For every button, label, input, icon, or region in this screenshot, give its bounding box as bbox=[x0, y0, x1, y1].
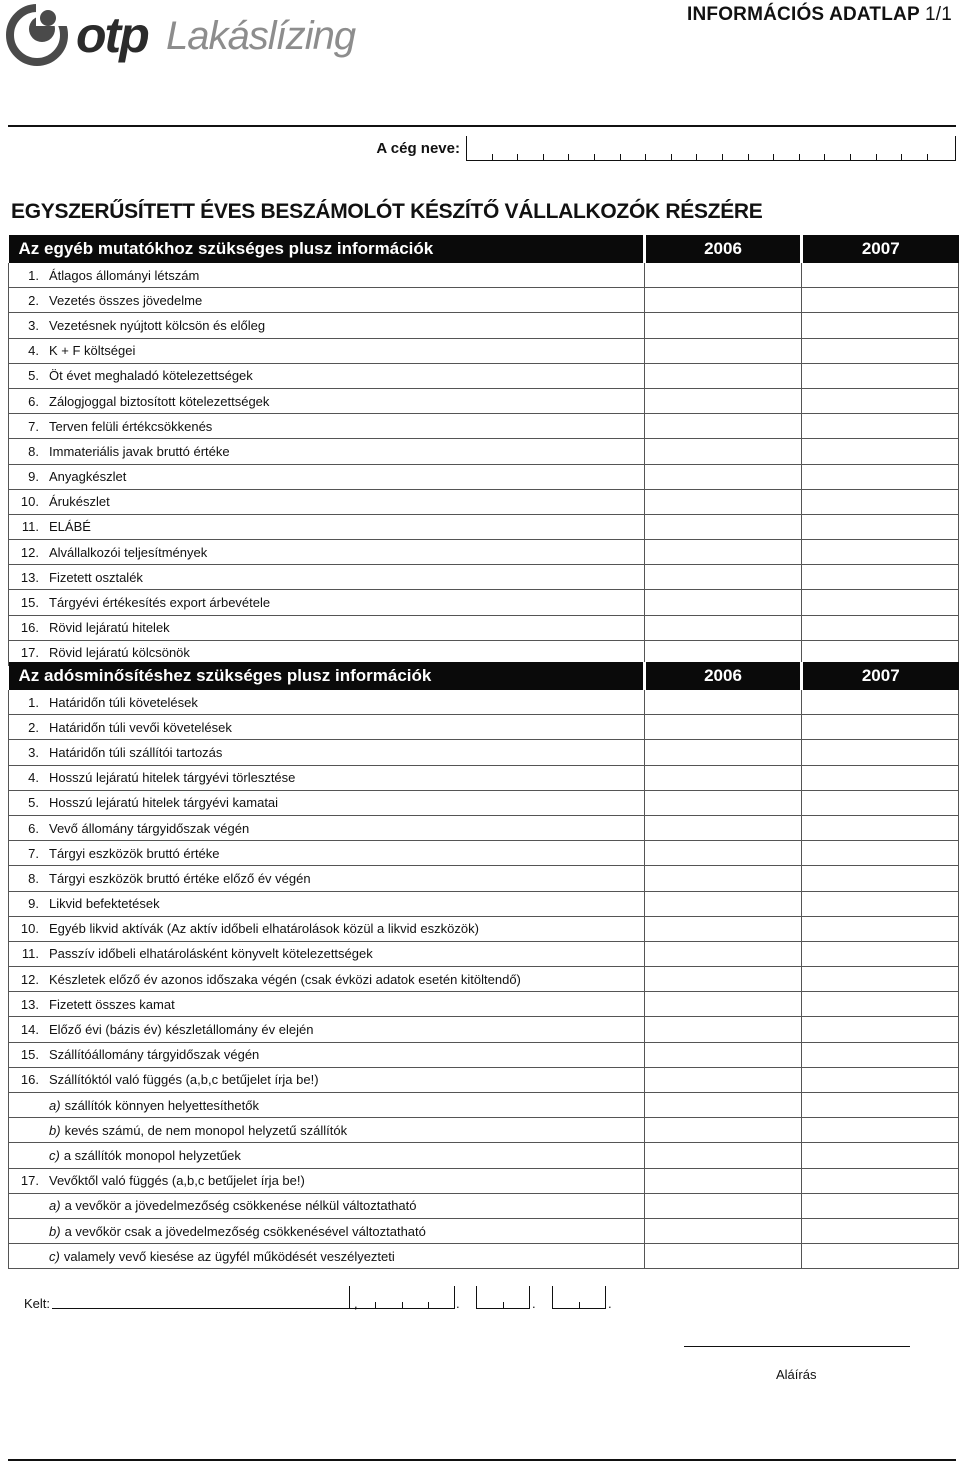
value-cell-2007[interactable] bbox=[802, 891, 959, 916]
row-sub-letter: b) bbox=[49, 1223, 61, 1239]
header-rule bbox=[8, 125, 956, 127]
signature-label: Aláírás bbox=[776, 1367, 817, 1382]
row-number: 5. bbox=[28, 368, 39, 384]
value-cell-2006[interactable] bbox=[645, 338, 802, 363]
row-label-cell bbox=[9, 288, 645, 313]
table-row bbox=[9, 464, 959, 489]
table-row bbox=[9, 916, 959, 941]
row-number: 16. bbox=[20, 620, 39, 636]
value-cell-2006[interactable] bbox=[645, 313, 802, 338]
row-label-cell bbox=[9, 313, 645, 338]
row-label-cell bbox=[9, 815, 645, 840]
row-label: Vevő állomány tárgyidőszak végén bbox=[49, 820, 250, 836]
table-row bbox=[9, 1017, 959, 1042]
document-title-text: INFORMÁCIÓS ADATLAP bbox=[687, 4, 920, 25]
value-cell-2007[interactable] bbox=[802, 765, 959, 790]
row-number: 4. bbox=[28, 770, 39, 786]
row-number: 10. bbox=[20, 921, 39, 937]
value-cell-2007[interactable] bbox=[802, 866, 959, 891]
row-label: Hosszú lejáratú hitelek tárgyévi törlesztése bbox=[49, 770, 296, 786]
value-cell-2007[interactable] bbox=[802, 1017, 959, 1042]
row-label: valamely vevő kiesése az ügyfél működését veszélyezteti bbox=[63, 1248, 395, 1264]
value-cell-2006[interactable] bbox=[645, 1168, 802, 1193]
row-number: 4. bbox=[28, 343, 39, 359]
value-cell-2007[interactable] bbox=[802, 540, 959, 565]
row-label-cell bbox=[9, 967, 645, 992]
value-cell-2007[interactable] bbox=[802, 464, 959, 489]
row-label-cell bbox=[9, 1093, 645, 1118]
value-cell-2006[interactable] bbox=[645, 439, 802, 464]
table-row bbox=[9, 263, 959, 288]
value-cell-2007[interactable] bbox=[802, 288, 959, 313]
row-label-cell bbox=[9, 388, 645, 413]
row-label-cell bbox=[9, 941, 645, 966]
value-cell-2006[interactable] bbox=[645, 790, 802, 815]
value-cell-2007[interactable] bbox=[802, 967, 959, 992]
row-number: 7. bbox=[28, 418, 39, 434]
year-header-2007: 2007 bbox=[802, 235, 959, 263]
table-row bbox=[9, 1093, 959, 1118]
value-cell-2007[interactable] bbox=[802, 715, 959, 740]
value-cell-2006[interactable] bbox=[645, 565, 802, 590]
company-name-label: A cég neve: bbox=[376, 140, 460, 157]
row-label-cell bbox=[9, 489, 645, 514]
value-cell-2006[interactable] bbox=[645, 514, 802, 539]
value-cell-2006[interactable] bbox=[645, 590, 802, 615]
row-label-cell bbox=[9, 338, 645, 363]
table-row bbox=[9, 489, 959, 514]
row-label: Tárgyévi értékesítés export árbevétele bbox=[49, 595, 271, 611]
row-label-cell bbox=[9, 514, 645, 539]
table-row bbox=[9, 414, 959, 439]
table-row bbox=[9, 941, 959, 966]
row-label: Készletek előző év azonos időszaka végén (csak évközi adatok esetén kitöltendő) bbox=[49, 971, 521, 987]
row-number: 7. bbox=[28, 845, 39, 861]
table-row bbox=[9, 1042, 959, 1067]
table-row bbox=[9, 1143, 959, 1168]
row-label-cell bbox=[9, 540, 645, 565]
value-cell-2007[interactable] bbox=[802, 1218, 959, 1243]
value-cell-2007[interactable] bbox=[802, 790, 959, 815]
year-header-2006: 2006 bbox=[645, 662, 802, 690]
value-cell-2007[interactable] bbox=[802, 1143, 959, 1168]
table-row bbox=[9, 439, 959, 464]
row-label: Immateriális javak bruttó értéke bbox=[49, 443, 230, 459]
row-label: Egyéb likvid aktívák (Az aktív időbeli elhatárolások közül a likvid eszközök) bbox=[49, 921, 479, 937]
table-row bbox=[9, 313, 959, 338]
row-number: 15. bbox=[20, 1047, 39, 1063]
value-cell-2007[interactable] bbox=[802, 1067, 959, 1092]
value-cell-2006[interactable] bbox=[645, 815, 802, 840]
row-number: 9. bbox=[28, 896, 39, 912]
row-label-cell bbox=[9, 464, 645, 489]
row-label-cell bbox=[9, 414, 645, 439]
value-cell-2006[interactable] bbox=[645, 540, 802, 565]
row-number: 8. bbox=[28, 443, 39, 459]
row-label-cell bbox=[9, 1244, 645, 1269]
footer-rule bbox=[8, 1459, 956, 1461]
kelt-label: Kelt: bbox=[24, 1296, 51, 1311]
value-cell-2006[interactable] bbox=[645, 1067, 802, 1092]
row-label: Terven felüli értékcsökkenés bbox=[49, 418, 213, 434]
table-row bbox=[9, 740, 959, 765]
value-cell-2007[interactable] bbox=[802, 1168, 959, 1193]
value-cell-2007[interactable] bbox=[802, 815, 959, 840]
row-number: 10. bbox=[20, 494, 39, 510]
year-header-2006: 2006 bbox=[645, 235, 802, 263]
value-cell-2006[interactable] bbox=[645, 967, 802, 992]
value-cell-2007[interactable] bbox=[802, 313, 959, 338]
row-number: 8. bbox=[28, 870, 39, 886]
row-label: Előző évi (bázis év) készletállomány év elején bbox=[49, 1022, 314, 1038]
row-label: Hosszú lejáratú hitelek tárgyévi kamatai bbox=[49, 795, 279, 811]
table-row bbox=[9, 388, 959, 413]
row-label: Tárgyi eszközök bruttó értéke előző év végén bbox=[49, 870, 311, 886]
table-row bbox=[9, 992, 959, 1017]
row-number: 17. bbox=[20, 1173, 39, 1189]
table-row bbox=[9, 1193, 959, 1218]
row-label-cell bbox=[9, 740, 645, 765]
table-row bbox=[9, 514, 959, 539]
value-cell-2006[interactable] bbox=[645, 1143, 802, 1168]
row-label: Vezetés összes jövedelme bbox=[49, 292, 203, 308]
row-number: 15. bbox=[20, 595, 39, 611]
row-label-cell bbox=[9, 565, 645, 590]
row-number: 11. bbox=[21, 946, 39, 962]
otp-logo-icon bbox=[6, 4, 68, 66]
value-cell-2006[interactable] bbox=[645, 1218, 802, 1243]
row-number: 2. bbox=[28, 719, 39, 735]
value-cell-2006[interactable] bbox=[645, 715, 802, 740]
row-label-cell bbox=[9, 891, 645, 916]
otp-logo bbox=[6, 4, 366, 66]
row-number: 14. bbox=[20, 1022, 39, 1038]
value-cell-2006[interactable] bbox=[645, 740, 802, 765]
value-cell-2007[interactable] bbox=[802, 1093, 959, 1118]
row-label: Határidőn túli vevői követelések bbox=[49, 719, 232, 735]
value-cell-2007[interactable] bbox=[802, 1193, 959, 1218]
row-label-cell bbox=[9, 1067, 645, 1092]
row-label-cell bbox=[9, 615, 645, 640]
table-row bbox=[9, 1118, 959, 1143]
table-row bbox=[9, 841, 959, 866]
date-separator-dot: . bbox=[608, 1296, 612, 1311]
value-cell-2006[interactable] bbox=[645, 765, 802, 790]
value-cell-2006[interactable] bbox=[645, 916, 802, 941]
row-label-cell bbox=[9, 263, 645, 288]
value-cell-2007[interactable] bbox=[802, 590, 959, 615]
table-row bbox=[9, 1067, 959, 1092]
row-label: Vevőktől való függés (a,b,c betűjelet írja be!) bbox=[49, 1173, 305, 1189]
table-row bbox=[9, 615, 959, 640]
value-cell-2006[interactable] bbox=[645, 388, 802, 413]
value-cell-2006[interactable] bbox=[645, 363, 802, 388]
table-row bbox=[9, 565, 959, 590]
row-number: 12. bbox=[20, 971, 39, 987]
row-label-cell bbox=[9, 1218, 645, 1243]
table-row bbox=[9, 866, 959, 891]
row-label-cell bbox=[9, 992, 645, 1017]
value-cell-2007[interactable] bbox=[802, 740, 959, 765]
row-label-cell bbox=[9, 866, 645, 891]
row-number: 13. bbox=[20, 996, 39, 1012]
row-label: Szállítóállomány tárgyidőszak végén bbox=[49, 1047, 260, 1063]
section-credit-rating-table bbox=[8, 662, 959, 1269]
value-cell-2006[interactable] bbox=[645, 992, 802, 1017]
row-label: Alvállalkozói teljesítmények bbox=[49, 544, 208, 560]
value-cell-2007[interactable] bbox=[802, 992, 959, 1017]
table-row bbox=[9, 590, 959, 615]
row-label-cell bbox=[9, 916, 645, 941]
table-row bbox=[9, 338, 959, 363]
value-cell-2006[interactable] bbox=[645, 1017, 802, 1042]
row-number: 12. bbox=[20, 544, 39, 560]
table-row bbox=[9, 363, 959, 388]
value-cell-2006[interactable] bbox=[645, 1093, 802, 1118]
year-input[interactable] bbox=[349, 1286, 455, 1309]
date-separator-dot: . bbox=[456, 1296, 460, 1311]
value-cell-2007[interactable] bbox=[802, 1118, 959, 1143]
row-number: 9. bbox=[28, 469, 39, 485]
value-cell-2006[interactable] bbox=[645, 615, 802, 640]
day-input[interactable] bbox=[552, 1286, 606, 1309]
row-number: 1. bbox=[28, 694, 39, 710]
value-cell-2007[interactable] bbox=[802, 439, 959, 464]
row-label: Rövid lejáratú kölcsönök bbox=[49, 645, 190, 661]
table-row bbox=[9, 790, 959, 815]
value-cell-2007[interactable] bbox=[802, 489, 959, 514]
page-number: 1/1 bbox=[924, 4, 952, 25]
row-label: Szállítóktól való függés (a,b,c betűjelet írja be!) bbox=[49, 1072, 319, 1088]
row-label-cell bbox=[9, 715, 645, 740]
row-label: Határidőn túli követelések bbox=[49, 694, 198, 710]
row-label: Zálogjoggal biztosított kötelezettségek bbox=[49, 393, 270, 409]
value-cell-2007[interactable] bbox=[802, 1244, 959, 1269]
logo-brand-text: otp bbox=[76, 7, 148, 63]
table-row bbox=[9, 715, 959, 740]
row-number: 1. bbox=[28, 267, 39, 283]
row-label-cell bbox=[9, 1042, 645, 1067]
row-label-cell bbox=[9, 690, 645, 715]
table-row bbox=[9, 1244, 959, 1269]
row-sub-letter: a) bbox=[49, 1097, 61, 1113]
value-cell-2007[interactable] bbox=[802, 941, 959, 966]
row-label-cell bbox=[9, 790, 645, 815]
value-cell-2006[interactable] bbox=[645, 891, 802, 916]
row-number: 11. bbox=[21, 519, 39, 535]
row-label-cell bbox=[9, 363, 645, 388]
row-label-cell bbox=[9, 1017, 645, 1042]
main-title: EGYSZERŰSÍTETT ÉVES BESZÁMOLÓT KÉSZÍTŐ VÁLLALKOZÓK RÉSZÉRE bbox=[11, 200, 763, 223]
row-label: szállítók könnyen helyettesíthetők bbox=[64, 1097, 259, 1113]
value-cell-2007[interactable] bbox=[802, 388, 959, 413]
row-label: Vezetésnek nyújtott kölcsön és előleg bbox=[49, 317, 266, 333]
row-label: Fizetett osztalék bbox=[49, 569, 143, 585]
table-row bbox=[9, 891, 959, 916]
row-sub-letter: c) bbox=[49, 1147, 60, 1163]
table-row bbox=[9, 815, 959, 840]
value-cell-2007[interactable] bbox=[802, 1042, 959, 1067]
row-label: ELÁBÉ bbox=[49, 519, 91, 535]
row-number: 16. bbox=[20, 1072, 39, 1088]
table-row bbox=[9, 765, 959, 790]
row-label-cell bbox=[9, 1118, 645, 1143]
table-row bbox=[9, 288, 959, 313]
date-place-field bbox=[24, 1286, 724, 1312]
row-label-cell bbox=[9, 841, 645, 866]
row-label: Árukészlet bbox=[49, 494, 110, 510]
row-label: Fizetett összes kamat bbox=[49, 996, 175, 1012]
row-label-cell bbox=[9, 765, 645, 790]
value-cell-2006[interactable] bbox=[645, 1193, 802, 1218]
value-cell-2007[interactable] bbox=[802, 338, 959, 363]
row-number: 6. bbox=[28, 393, 39, 409]
value-cell-2007[interactable] bbox=[802, 841, 959, 866]
row-label-cell bbox=[9, 439, 645, 464]
value-cell-2006[interactable] bbox=[645, 1118, 802, 1143]
value-cell-2006[interactable] bbox=[645, 464, 802, 489]
signature-line[interactable] bbox=[684, 1346, 910, 1347]
row-label: a vevőkör a jövedelmezőség csökkenése nélkül változtatható bbox=[64, 1198, 417, 1214]
row-number: 3. bbox=[28, 744, 39, 760]
row-label-cell bbox=[9, 590, 645, 615]
document-title bbox=[687, 4, 952, 26]
row-label: kevés számú, de nem monopol helyzetű szállítók bbox=[64, 1122, 348, 1138]
row-label: Tárgyi eszközök bruttó értéke bbox=[49, 845, 220, 861]
comma: , bbox=[354, 1296, 358, 1311]
table-row bbox=[9, 540, 959, 565]
table-row bbox=[9, 1168, 959, 1193]
company-name-input[interactable] bbox=[466, 136, 956, 161]
row-sub-letter: c) bbox=[49, 1248, 60, 1264]
row-number: 6. bbox=[28, 820, 39, 836]
value-cell-2006[interactable] bbox=[645, 866, 802, 891]
value-cell-2006[interactable] bbox=[645, 690, 802, 715]
value-cell-2007[interactable] bbox=[802, 414, 959, 439]
date-separator-dot: . bbox=[532, 1296, 536, 1311]
section-other-indicators-table bbox=[8, 235, 959, 666]
table-row bbox=[9, 967, 959, 992]
company-name-field[interactable] bbox=[376, 137, 956, 161]
row-number: 3. bbox=[28, 317, 39, 333]
value-cell-2006[interactable] bbox=[645, 1244, 802, 1269]
section-title: Az egyéb mutatókhoz szükséges plusz információk bbox=[9, 235, 645, 263]
row-label: a vevőkör csak a jövedelmezőség csökkenésével változtatható bbox=[64, 1223, 426, 1239]
value-cell-2007[interactable] bbox=[802, 263, 959, 288]
row-label: Passzív időbeli elhatárolásként könyvelt kötelezettségek bbox=[49, 946, 373, 962]
row-label: Öt évet meghaladó kötelezettségek bbox=[49, 368, 253, 384]
row-label-cell bbox=[9, 1143, 645, 1168]
value-cell-2007[interactable] bbox=[802, 615, 959, 640]
value-cell-2007[interactable] bbox=[802, 565, 959, 590]
value-cell-2006[interactable] bbox=[645, 941, 802, 966]
table-row bbox=[9, 690, 959, 715]
value-cell-2006[interactable] bbox=[645, 489, 802, 514]
row-label: Rövid lejáratú hitelek bbox=[49, 620, 170, 636]
value-cell-2007[interactable] bbox=[802, 363, 959, 388]
row-label-cell bbox=[9, 1193, 645, 1218]
row-label: Anyagkészlet bbox=[49, 469, 127, 485]
row-label: Likvid befektetések bbox=[49, 896, 160, 912]
row-number: 5. bbox=[28, 795, 39, 811]
value-cell-2006[interactable] bbox=[645, 841, 802, 866]
value-cell-2007[interactable] bbox=[802, 916, 959, 941]
row-label-cell bbox=[9, 1168, 645, 1193]
value-cell-2006[interactable] bbox=[645, 414, 802, 439]
row-sub-letter: a) bbox=[49, 1198, 61, 1214]
row-number: 13. bbox=[20, 569, 39, 585]
month-input[interactable] bbox=[476, 1286, 530, 1309]
row-label: a szállítók monopol helyzetűek bbox=[63, 1147, 241, 1163]
row-number: 17. bbox=[20, 645, 39, 661]
row-sub-letter: b) bbox=[49, 1122, 61, 1138]
place-input[interactable] bbox=[52, 1308, 352, 1309]
value-cell-2006[interactable] bbox=[645, 288, 802, 313]
value-cell-2006[interactable] bbox=[645, 1042, 802, 1067]
row-number: 2. bbox=[28, 292, 39, 308]
row-label: K + F költségei bbox=[49, 343, 136, 359]
row-label: Határidőn túli szállítói tartozás bbox=[49, 744, 223, 760]
logo-product-text: Lakáslízing bbox=[166, 14, 356, 58]
value-cell-2007[interactable] bbox=[802, 514, 959, 539]
year-header-2007: 2007 bbox=[802, 662, 959, 690]
value-cell-2007[interactable] bbox=[802, 690, 959, 715]
table-row bbox=[9, 1218, 959, 1243]
value-cell-2006[interactable] bbox=[645, 263, 802, 288]
row-label: Átlagos állományi létszám bbox=[49, 267, 200, 283]
section-title: Az adósminősítéshez szükséges plusz információk bbox=[9, 662, 645, 690]
